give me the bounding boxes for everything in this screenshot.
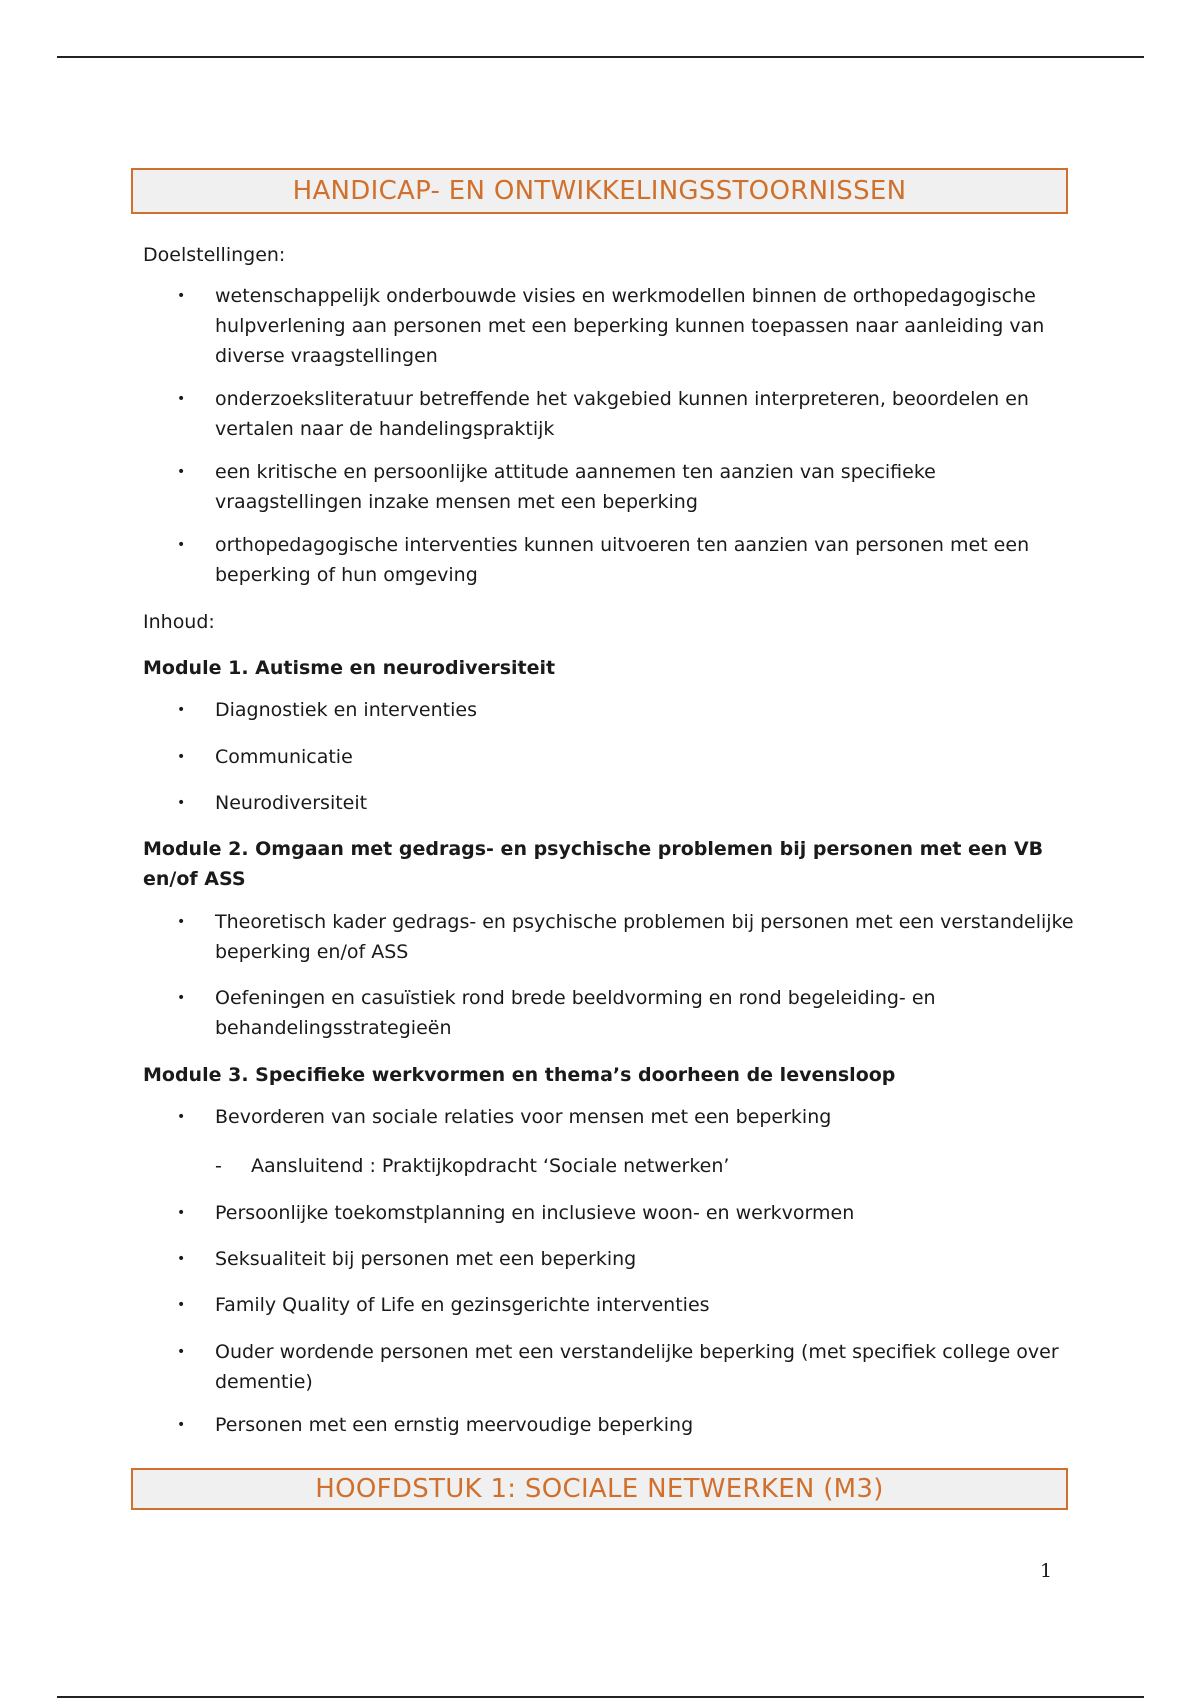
- list-item: • Diagnostiek en interventies: [215, 695, 1075, 725]
- module-2-title: Module 2. Omgaan met gedrags- en psychische problemen bij personen met een VB en/of ASS: [143, 838, 1044, 890]
- list-item: • Neurodiversiteit: [215, 788, 1075, 818]
- list-item: • Personen met een ernstig meervoudige beperking: [215, 1410, 1075, 1440]
- list-item: • een kritische en persoonlijke attitude aannemen ten aanzien van specifieke vraagstellingen inzake mensen met een beperking: [215, 457, 1075, 517]
- list-item: • Family Quality of Life en gezinsgerichte interventies: [215, 1290, 1075, 1320]
- bottom-rule: [57, 1696, 1144, 1698]
- page-number: 1: [1040, 1560, 1053, 1582]
- chapter-title: HOOFDSTUK 1: SOCIALE NETWERKEN (M3): [131, 1468, 1068, 1510]
- list-item: • orthopedagogische interventies kunnen uitvoeren ten aanzien van personen met een beperking of hun omgeving: [215, 530, 1075, 590]
- list-item: • wetenschappelijk onderbouwde visies en werkmodellen binnen de orthopedagogische hulpverlening aan personen met een beperking kunnen toepassen naar aanleiding van diverse vraagstellingen: [215, 281, 1075, 371]
- module-3-title: Module 3. Specifieke werkvormen en thema’s doorheen de levensloop: [143, 1064, 896, 1086]
- page-title: HANDICAP- EN ONTWIKKELINGSSTOORNISSEN: [131, 168, 1068, 214]
- sub-list-item: - Aansluitend : Praktijkopdracht ‘Sociale netwerken’: [251, 1151, 1051, 1181]
- top-rule: [57, 56, 1144, 58]
- list-item: • Oefeningen en casuïstiek rond brede beeldvorming en rond begeleiding- en behandelingsstrategieën: [215, 983, 1075, 1043]
- module-1-title: Module 1. Autisme en neurodiversiteit: [143, 657, 556, 679]
- list-item: • Communicatie: [215, 742, 1075, 772]
- list-item: • Seksualiteit bij personen met een beperking: [215, 1244, 1075, 1274]
- list-item: • Bevorderen van sociale relaties voor mensen met een beperking: [215, 1102, 1075, 1132]
- list-item: • onderzoeksliteratuur betreffende het vakgebied kunnen interpreteren, beoordelen en vertalen naar de handelingspraktijk: [215, 384, 1075, 444]
- list-item: • Ouder wordende personen met een verstandelijke beperking (met specifiek college over dementie): [215, 1337, 1075, 1397]
- inhoud-label: Inhoud:: [143, 611, 215, 633]
- list-item: • Persoonlijke toekomstplanning en inclusieve woon- en werkvormen: [215, 1198, 1075, 1228]
- doelstellingen-label: Doelstellingen:: [143, 244, 286, 266]
- list-item: • Theoretisch kader gedrags- en psychische problemen bij personen met een verstandelijke beperking en/of ASS: [215, 907, 1075, 967]
